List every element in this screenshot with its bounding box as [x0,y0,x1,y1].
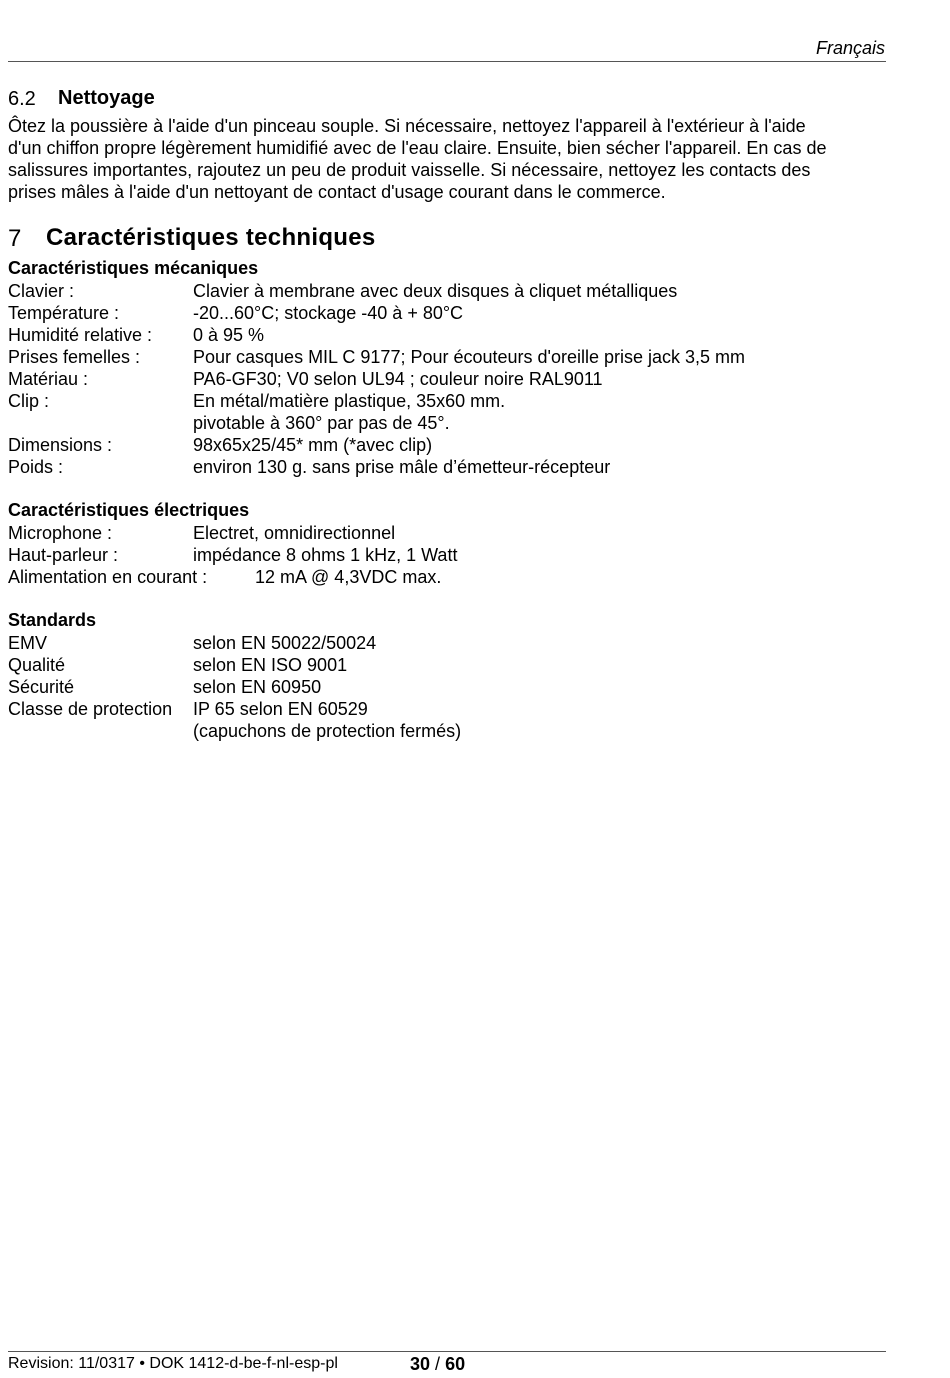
section-title: Nettoyage [58,87,155,109]
electrical-heading: Caractéristiques électriques [8,500,250,520]
page-number [410,1354,465,1375]
spec-label: Alimentation en courant : [8,567,208,587]
spec-value: impédance 8 ohms 1 kHz, 1 Watt [193,545,458,565]
spec-value: Pour casques MIL C 9177; Pour écouteurs d'oreille prise jack 3,5 mm [193,347,746,367]
spec-value: 12 mA @ 4,3VDC max. [255,567,442,587]
cleaning-paragraph [8,115,888,203]
spec-value: Electret, omnidirectionnel [193,523,396,543]
footer-revision: Revision: 11/0317 • DOK 1412-d-be-f-nl-esp-pl [8,1355,338,1372]
header-rule [8,61,886,62]
spec-value: Clavier à membrane avec deux disques à cliquet métalliques [193,281,678,301]
spec-value: pivotable à 360° par pas de 45°. [193,413,450,433]
section-number: 6.2 [8,88,36,110]
spec-value: selon EN ISO 9001 [193,655,348,675]
spec-label: Classe de protection [8,699,173,719]
spec-label: EMV [8,633,48,653]
spec-value: selon EN 60950 [193,677,322,697]
standards-heading: Standards [8,610,97,630]
footer-rule [8,1351,886,1352]
chapter-title: Caractéristiques techniques [46,224,376,251]
spec-label: Humidité relative : [8,325,153,345]
paragraph-line: salissures importantes, rajoutez un peu de produit vaisselle. Si nécessaire, nettoyez les contacts des [8,160,811,180]
header-language: Français [815,38,885,58]
spec-value: En métal/matière plastique, 35x60 mm. [193,391,506,411]
spec-label: Microphone : [8,523,113,543]
spec-label: Haut-parleur : [8,545,119,565]
spec-value: IP 65 selon EN 60529 [193,699,368,719]
page-separator: / [435,1354,441,1374]
spec-value: (capuchons de protection fermés) [193,721,462,741]
spec-value: environ 130 g. sans prise mâle d’émetteur-récepteur [193,457,611,477]
spec-label: Température : [8,303,120,323]
mechanical-heading: Caractéristiques mécaniques [8,258,259,278]
page-current: 30 [410,1354,431,1374]
spec-value: 0 à 95 % [193,325,265,345]
spec-value: -20...60°C; stockage -40 à + 80°C [193,303,464,323]
spec-label: Clavier : [8,281,75,301]
chapter-number: 7 [8,225,22,252]
spec-label: Sécurité [8,677,75,697]
paragraph-line: prises mâles à l'aide d'un nettoyant de contact d'usage courant dans le commerce. [8,182,666,202]
spec-label: Qualité [8,655,66,675]
spec-value: PA6-GF30; V0 selon UL94 ; couleur noire RAL9011 [193,369,603,389]
spec-label: Dimensions : [8,435,113,455]
paragraph-line: Ôtez la poussière à l'aide d'un pinceau souple. Si nécessaire, nettoyez l'appareil à l'extérieur à l'aide [8,116,806,136]
page-total: 60 [445,1354,466,1374]
spec-label: Clip : [8,391,50,411]
spec-label: Poids : [8,457,64,477]
spec-value: selon EN 50022/50024 [193,633,377,653]
spec-value: 98x65x25/45* mm (*avec clip) [193,435,433,455]
paragraph-line: d'un chiffon propre légèrement humidifié avec de l'eau claire. Ensuite, bien sécher l'appareil. En cas de [8,138,827,158]
spec-label: Matériau : [8,369,89,389]
spec-label: Prises femelles : [8,347,141,367]
